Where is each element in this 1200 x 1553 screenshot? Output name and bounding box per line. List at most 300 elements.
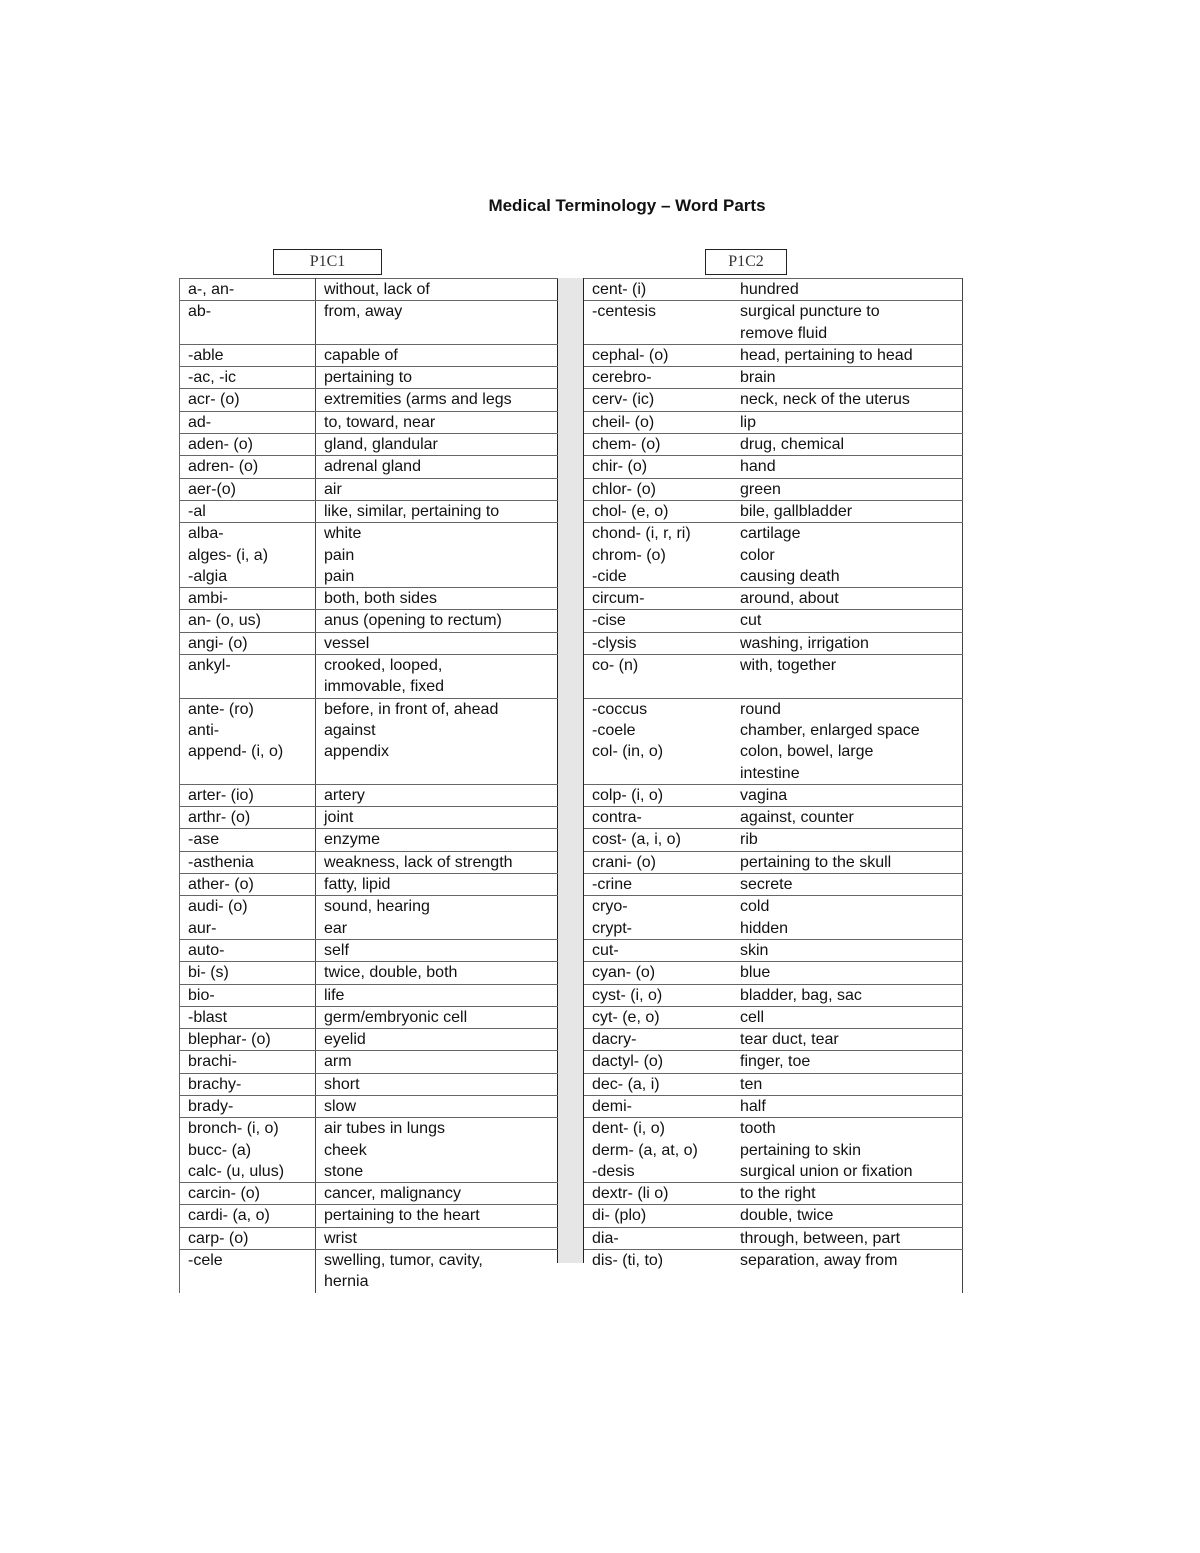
definition-cell xyxy=(732,367,963,389)
definition-text: slow xyxy=(324,1097,357,1115)
definition-cell xyxy=(316,434,559,456)
right-column-tag: P1C2 xyxy=(705,249,787,275)
definition-text: immovable, fixed xyxy=(324,678,445,696)
definition-text: rib xyxy=(740,831,758,849)
table-row xyxy=(180,939,559,961)
table-row xyxy=(180,1051,559,1073)
table-row xyxy=(180,1250,559,1293)
term-text: -al xyxy=(188,502,206,520)
table-row xyxy=(584,367,963,389)
term-cell xyxy=(584,411,732,433)
term-text: crypt- xyxy=(592,919,632,937)
definition-cell xyxy=(316,588,559,610)
definition-text: stone xyxy=(324,1162,364,1180)
table-row xyxy=(180,500,559,522)
definition-text: secrete xyxy=(740,876,793,894)
left-terms-body xyxy=(180,279,559,1293)
term-text: ad- xyxy=(188,413,212,431)
term-text: demi- xyxy=(592,1097,633,1115)
definition-cell xyxy=(732,698,963,784)
right-terms-body xyxy=(584,279,963,1293)
definition-cell xyxy=(316,874,559,896)
table-row xyxy=(584,344,963,366)
term-cell xyxy=(584,456,732,478)
term-text: aer-(o) xyxy=(188,480,237,498)
table-row xyxy=(584,1205,963,1227)
term-text: cyst- (i, o) xyxy=(592,986,663,1004)
table-row xyxy=(584,434,963,456)
definition-text: washing, irrigation xyxy=(740,634,869,652)
term-cell xyxy=(584,1073,732,1095)
term-cell xyxy=(180,500,316,522)
definition-text: cheek xyxy=(324,1141,367,1159)
term-cell xyxy=(584,1227,732,1249)
table-row xyxy=(584,500,963,522)
table-row xyxy=(584,1095,963,1117)
definition-text: sound, hearing xyxy=(324,898,430,916)
term-cell xyxy=(584,784,732,806)
term-cell xyxy=(180,434,316,456)
definition-cell xyxy=(732,588,963,610)
table-row xyxy=(180,301,559,345)
definition-text: green xyxy=(740,480,781,498)
definition-text: through, between, part xyxy=(740,1229,901,1247)
definition-cell xyxy=(316,962,559,984)
table-row xyxy=(584,984,963,1006)
term-cell xyxy=(180,698,316,784)
table-row xyxy=(584,456,963,478)
term-text: chlor- (o) xyxy=(592,480,657,498)
term-cell xyxy=(180,962,316,984)
definition-cell xyxy=(316,500,559,522)
table-row xyxy=(584,784,963,806)
table-row xyxy=(180,1227,559,1249)
table-row xyxy=(180,1029,559,1051)
table-row xyxy=(584,874,963,896)
term-cell xyxy=(584,962,732,984)
definition-text: intestine xyxy=(740,764,800,782)
term-cell xyxy=(584,1118,732,1183)
definition-text: capable of xyxy=(324,346,398,364)
definition-cell xyxy=(732,1095,963,1117)
definition-text: like, similar, pertaining to xyxy=(324,502,500,520)
definition-text: tear duct, tear xyxy=(740,1031,839,1049)
definition-cell xyxy=(732,851,963,873)
term-cell xyxy=(584,610,732,632)
term-text: -coele xyxy=(592,721,636,739)
definition-text: drug, chemical xyxy=(740,436,845,454)
term-cell xyxy=(180,1205,316,1227)
definition-text: fatty, lipid xyxy=(324,876,391,894)
table-row xyxy=(180,851,559,873)
term-text: ambi- xyxy=(188,590,229,608)
term-text: -asthenia xyxy=(188,853,254,871)
definition-text: enzyme xyxy=(324,831,381,849)
term-text: cyan- (o) xyxy=(592,964,656,982)
definition-text: twice, double, both xyxy=(324,964,458,982)
definition-text: pertaining to the heart xyxy=(324,1207,480,1225)
term-cell xyxy=(584,807,732,829)
term-cell xyxy=(584,301,732,345)
term-text: -able xyxy=(188,346,224,364)
definition-text: to the right xyxy=(740,1185,816,1203)
term-cell xyxy=(584,896,732,940)
term-text: alba- xyxy=(188,525,224,543)
term-cell xyxy=(180,1073,316,1095)
term-cell xyxy=(180,1051,316,1073)
term-cell xyxy=(180,939,316,961)
term-text xyxy=(592,676,732,697)
table-row xyxy=(584,896,963,940)
definition-text: anus (opening to rectum) xyxy=(324,612,502,630)
definition-text xyxy=(324,763,558,784)
term-text: -centesis xyxy=(592,303,657,321)
term-text: carp- (o) xyxy=(188,1229,249,1247)
definition-cell xyxy=(732,523,963,588)
term-cell xyxy=(180,655,316,699)
term-text: ather- (o) xyxy=(188,876,254,894)
definition-cell xyxy=(732,344,963,366)
table-row xyxy=(584,939,963,961)
definition-text: half xyxy=(740,1097,766,1115)
term-cell xyxy=(584,939,732,961)
definition-text: tooth xyxy=(740,1120,776,1138)
definition-cell xyxy=(316,1227,559,1249)
table-row xyxy=(180,367,559,389)
table-row xyxy=(180,896,559,940)
definition-cell xyxy=(316,829,559,851)
definition-text: hundred xyxy=(740,281,799,298)
definition-text: chamber, enlarged space xyxy=(740,721,920,739)
definition-text: arm xyxy=(324,1053,352,1071)
table-row xyxy=(584,389,963,411)
definition-text xyxy=(740,1271,962,1292)
term-text: cyt- (e, o) xyxy=(592,1008,660,1026)
term-text: dactyl- (o) xyxy=(592,1053,664,1071)
term-cell xyxy=(584,655,732,699)
definition-text: round xyxy=(740,700,781,718)
table-row xyxy=(584,1051,963,1073)
term-cell xyxy=(584,632,732,654)
definition-text: cut xyxy=(740,612,762,630)
term-text: bio- xyxy=(188,986,215,1004)
term-cell xyxy=(180,984,316,1006)
term-text: crani- (o) xyxy=(592,853,657,871)
definition-text: cell xyxy=(740,1008,765,1026)
table-row xyxy=(180,962,559,984)
term-cell xyxy=(180,1095,316,1117)
definition-cell xyxy=(316,478,559,500)
table-row xyxy=(180,984,559,1006)
definition-text: finger, toe xyxy=(740,1053,811,1071)
definition-cell xyxy=(316,411,559,433)
definition-cell xyxy=(732,500,963,522)
term-text: aur- xyxy=(188,919,217,937)
definition-cell xyxy=(732,301,963,345)
definition-cell xyxy=(316,456,559,478)
table-row xyxy=(180,456,559,478)
definition-cell xyxy=(316,367,559,389)
term-text: -algia xyxy=(188,567,228,585)
table-row xyxy=(180,610,559,632)
definition-text: hernia xyxy=(324,1273,369,1291)
definition-text: remove fluid xyxy=(740,324,828,342)
term-text: -crine xyxy=(592,876,633,894)
definition-cell xyxy=(316,1051,559,1073)
term-cell xyxy=(180,456,316,478)
term-text: cephal- (o) xyxy=(592,346,669,364)
table-row xyxy=(584,1073,963,1095)
definition-text: eyelid xyxy=(324,1031,366,1049)
definition-cell xyxy=(732,784,963,806)
definition-cell xyxy=(732,1227,963,1249)
term-cell xyxy=(584,1205,732,1227)
definition-cell xyxy=(316,344,559,366)
definition-text: to, toward, near xyxy=(324,413,436,431)
table-row xyxy=(584,1250,963,1293)
term-text: dis- (ti, to) xyxy=(592,1252,664,1270)
definition-text: pertaining to the skull xyxy=(740,853,892,871)
term-cell xyxy=(584,1095,732,1117)
table-row xyxy=(584,655,963,699)
definition-cell xyxy=(316,896,559,940)
definition-text: pertaining to xyxy=(324,369,413,387)
definition-text: with, together xyxy=(740,657,837,675)
definition-cell xyxy=(316,851,559,873)
term-text: chir- (o) xyxy=(592,458,648,476)
term-text: chond- (i, r, ri) xyxy=(592,525,691,543)
definition-cell xyxy=(732,962,963,984)
term-text: chol- (e, o) xyxy=(592,502,669,520)
term-text xyxy=(188,323,315,344)
table-row xyxy=(180,1205,559,1227)
term-text: bronch- (i, o) xyxy=(188,1120,279,1138)
definition-cell xyxy=(316,279,559,301)
term-text xyxy=(188,763,315,784)
term-text: dacry- xyxy=(592,1031,637,1049)
definition-cell xyxy=(316,632,559,654)
definition-cell xyxy=(732,1006,963,1028)
definition-text: separation, away from xyxy=(740,1252,898,1270)
definition-text: lip xyxy=(740,413,757,431)
definition-text: pertaining to skin xyxy=(740,1141,861,1159)
definition-text: air xyxy=(324,480,342,498)
term-text: a-, an- xyxy=(188,281,235,298)
definition-text: surgical puncture to xyxy=(740,303,880,321)
term-text xyxy=(592,323,732,344)
definition-cell xyxy=(732,939,963,961)
definition-text: germ/embryonic cell xyxy=(324,1008,468,1026)
table-row xyxy=(584,1118,963,1183)
left-terms-table xyxy=(179,278,558,1293)
column-divider xyxy=(557,278,584,1263)
definition-cell xyxy=(316,389,559,411)
term-cell xyxy=(584,523,732,588)
term-text: cent- (i) xyxy=(592,281,647,298)
term-text: brachy- xyxy=(188,1075,242,1093)
definition-text: hidden xyxy=(740,919,789,937)
term-cell xyxy=(584,367,732,389)
table-row xyxy=(180,807,559,829)
term-cell xyxy=(180,301,316,345)
table-row xyxy=(180,588,559,610)
term-cell xyxy=(584,588,732,610)
definition-text: causing death xyxy=(740,567,840,585)
term-text: -ac, -ic xyxy=(188,369,236,387)
definition-text: double, twice xyxy=(740,1207,834,1225)
left-column-tag: P1C1 xyxy=(273,249,382,275)
definition-text: against, counter xyxy=(740,809,854,827)
table-row xyxy=(180,874,559,896)
term-text: cost- (a, i, o) xyxy=(592,831,681,849)
definition-cell xyxy=(316,1205,559,1227)
definition-text: self xyxy=(324,941,349,959)
term-text: colp- (i, o) xyxy=(592,786,664,804)
term-text: -cele xyxy=(188,1252,223,1270)
definition-text: ten xyxy=(740,1075,763,1093)
table-row xyxy=(584,411,963,433)
definition-text: white xyxy=(324,525,362,543)
definition-text: surgical union or fixation xyxy=(740,1162,913,1180)
definition-text: from, away xyxy=(324,303,403,321)
term-cell xyxy=(584,1183,732,1205)
definition-text xyxy=(324,323,558,344)
definition-cell xyxy=(316,1250,559,1293)
definition-text: adrenal gland xyxy=(324,458,421,476)
term-text: cut- xyxy=(592,941,619,959)
term-text: aden- (o) xyxy=(188,436,253,454)
definition-text xyxy=(740,676,962,697)
table-row xyxy=(180,1073,559,1095)
term-cell xyxy=(584,1029,732,1051)
term-text: cerebro- xyxy=(592,369,652,387)
term-text: bi- (s) xyxy=(188,964,229,982)
definition-cell xyxy=(316,610,559,632)
definition-cell xyxy=(316,939,559,961)
definition-text: crooked, looped, xyxy=(324,657,443,675)
table-row xyxy=(180,478,559,500)
definition-text: without, lack of xyxy=(324,281,430,298)
definition-text: pain xyxy=(324,567,355,585)
definition-text: around, about xyxy=(740,590,839,608)
definition-text: swelling, tumor, cavity, xyxy=(324,1252,483,1270)
term-text: audi- (o) xyxy=(188,898,248,916)
table-row xyxy=(584,588,963,610)
table-row xyxy=(584,523,963,588)
definition-text: cold xyxy=(740,898,770,916)
right-terms-table xyxy=(584,278,963,1293)
term-text: adren- (o) xyxy=(188,458,259,476)
table-row xyxy=(180,344,559,366)
term-text: -coccus xyxy=(592,700,648,718)
term-cell xyxy=(584,279,732,301)
definition-cell xyxy=(316,1006,559,1028)
table-row xyxy=(180,1095,559,1117)
definition-cell xyxy=(732,655,963,699)
term-cell xyxy=(180,1006,316,1028)
term-text: circum- xyxy=(592,590,645,608)
definition-cell xyxy=(732,456,963,478)
term-cell xyxy=(584,1250,732,1293)
term-text: append- (i, o) xyxy=(188,743,284,761)
term-text: auto- xyxy=(188,941,225,959)
definition-cell xyxy=(732,610,963,632)
term-cell xyxy=(584,984,732,1006)
definition-text: pain xyxy=(324,546,355,564)
definition-cell xyxy=(316,655,559,699)
definition-text: artery xyxy=(324,786,365,804)
term-text: acr- (o) xyxy=(188,391,240,409)
definition-cell xyxy=(732,1205,963,1227)
term-cell xyxy=(180,411,316,433)
table-row xyxy=(584,301,963,345)
term-cell xyxy=(180,389,316,411)
term-text xyxy=(188,676,315,697)
definition-text: ear xyxy=(324,919,348,937)
term-cell xyxy=(584,1006,732,1028)
term-cell xyxy=(180,874,316,896)
term-text: brachi- xyxy=(188,1053,237,1071)
term-text: ankyl- xyxy=(188,657,231,675)
term-text: derm- (a, at, o) xyxy=(592,1141,698,1159)
term-cell xyxy=(180,588,316,610)
table-row xyxy=(584,962,963,984)
term-cell xyxy=(180,1118,316,1183)
term-cell xyxy=(180,279,316,301)
definition-cell xyxy=(732,829,963,851)
term-text: -blast xyxy=(188,1008,228,1026)
term-cell xyxy=(180,1250,316,1293)
table-row xyxy=(180,1118,559,1183)
term-text: ante- (ro) xyxy=(188,700,254,718)
term-cell xyxy=(584,829,732,851)
table-row xyxy=(584,478,963,500)
term-text: arter- (io) xyxy=(188,786,254,804)
term-text xyxy=(188,1271,315,1292)
table-row xyxy=(180,411,559,433)
definition-text: color xyxy=(740,546,775,564)
term-text: bucc- (a) xyxy=(188,1141,252,1159)
term-cell xyxy=(584,389,732,411)
term-text: -cide xyxy=(592,567,627,585)
term-cell xyxy=(180,1183,316,1205)
table-row xyxy=(584,1183,963,1205)
term-text: dent- (i, o) xyxy=(592,1120,665,1138)
definition-cell xyxy=(316,1073,559,1095)
definition-cell xyxy=(732,874,963,896)
term-cell xyxy=(180,807,316,829)
term-text: cerv- (ic) xyxy=(592,391,655,409)
definition-text: bladder, bag, sac xyxy=(740,986,862,1004)
term-text xyxy=(592,1271,732,1292)
term-text: cardi- (a, o) xyxy=(188,1207,270,1225)
table-row xyxy=(180,1006,559,1028)
definition-cell xyxy=(732,1250,963,1293)
definition-text: air tubes in lungs xyxy=(324,1120,445,1138)
term-text: chrom- (o) xyxy=(592,546,666,564)
term-cell xyxy=(584,434,732,456)
definition-cell xyxy=(732,434,963,456)
table-row xyxy=(584,279,963,301)
table-row xyxy=(180,829,559,851)
definition-cell xyxy=(732,632,963,654)
term-cell xyxy=(180,523,316,588)
term-cell xyxy=(180,851,316,873)
definition-text: hand xyxy=(740,458,776,476)
term-cell xyxy=(180,610,316,632)
table-row xyxy=(584,610,963,632)
term-text: angi- (o) xyxy=(188,634,248,652)
